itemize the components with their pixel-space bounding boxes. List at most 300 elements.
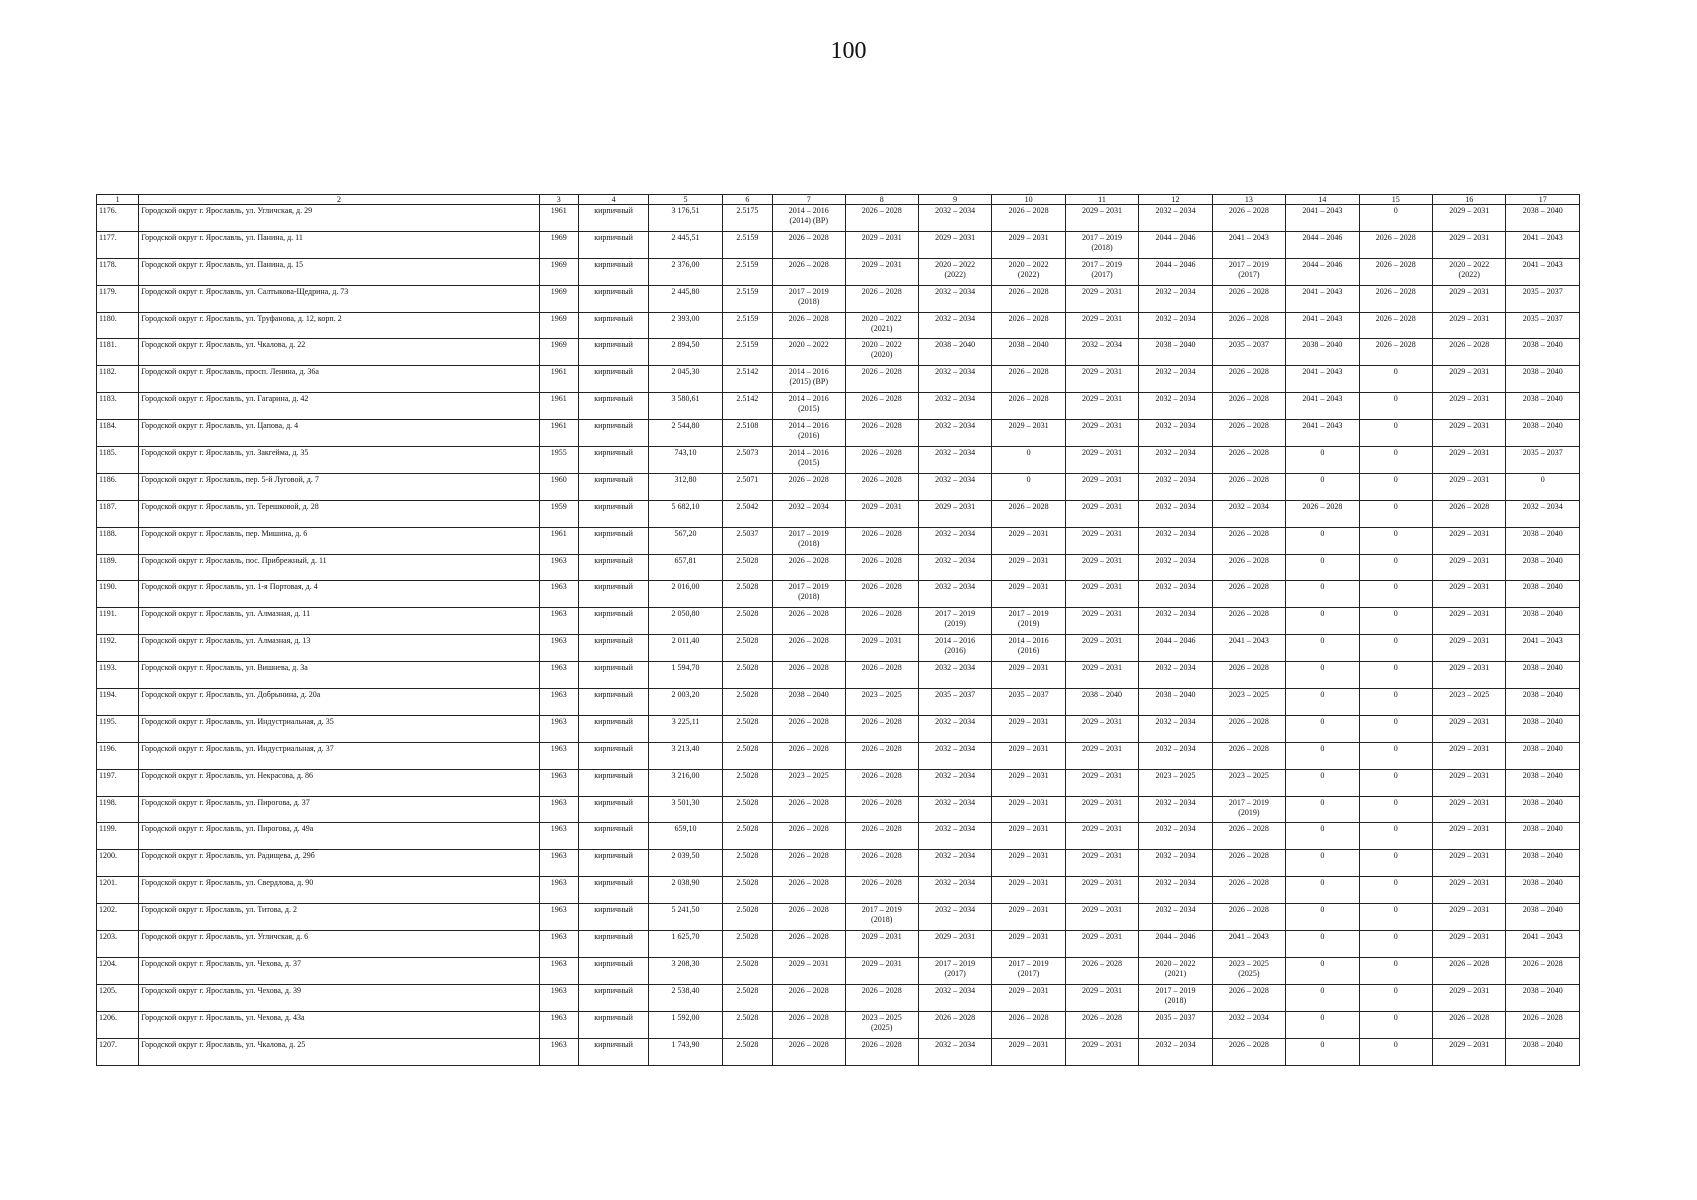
table-cell: кирпичный — [578, 662, 648, 689]
table-cell: 1963 — [539, 689, 578, 716]
address-cell: Городской округ г. Ярославль, ул. Чкалова, д. 25 — [139, 1038, 539, 1065]
table-cell: 2038 – 2040 — [1506, 339, 1580, 366]
table-row — [97, 473, 1580, 500]
table-cell: 2041 – 2043 — [1286, 420, 1359, 447]
address-cell: Городской округ г. Ярославль, ул. Угличская, д. 29 — [139, 205, 539, 232]
table-cell: 2 045,30 — [649, 366, 722, 393]
table-cell: 2023 – 2025 — [773, 769, 845, 796]
table-cell: 0 — [1286, 689, 1359, 716]
table-cell: 2026 – 2028 — [992, 366, 1065, 393]
row-number-cell: 1187. — [97, 500, 139, 527]
column-header: 14 — [1286, 195, 1359, 205]
table-cell: 0 — [1359, 527, 1432, 554]
column-header: 8 — [845, 195, 918, 205]
table-cell: 2026 – 2028 — [845, 984, 918, 1011]
table-cell: 2026 – 2028 — [773, 1038, 845, 1065]
table-cell: 2029 – 2031 — [1433, 231, 1506, 258]
table-cell: 2038 – 2040 — [1506, 420, 1580, 447]
table-cell: 2026 – 2028 — [1359, 339, 1432, 366]
table-cell: 0 — [1359, 608, 1432, 635]
table-cell: 1963 — [539, 635, 578, 662]
table-cell: 2038 – 2040 — [1506, 796, 1580, 823]
table-cell: 2 894,50 — [649, 339, 722, 366]
table-cell: 2032 – 2034 — [1212, 1011, 1285, 1038]
table-cell: 0 — [1286, 581, 1359, 608]
table-cell: 2.5028 — [722, 635, 772, 662]
table-cell: 1969 — [539, 258, 578, 285]
table-cell: 2032 – 2034 — [1139, 554, 1212, 581]
row-number-cell: 1205. — [97, 984, 139, 1011]
table-cell: 0 — [1359, 850, 1432, 877]
table-cell: 2029 – 2031 — [1065, 769, 1138, 796]
table-cell: 2041 – 2043 — [1212, 231, 1285, 258]
table-cell: 2032 – 2034 — [918, 527, 991, 554]
table-cell: 2029 – 2031 — [992, 904, 1065, 931]
table-cell: 2026 – 2028 — [773, 312, 845, 339]
table-cell: 0 — [1286, 447, 1359, 474]
table-cell: 2038 – 2040 — [1506, 1038, 1580, 1065]
table-cell: 2029 – 2031 — [1433, 984, 1506, 1011]
column-header: 2 — [139, 195, 539, 205]
table-cell: 2041 – 2043 — [1212, 635, 1285, 662]
column-header: 4 — [578, 195, 648, 205]
table-cell: 2017 – 2019 (2019) — [918, 608, 991, 635]
table-cell: кирпичный — [578, 231, 648, 258]
table-cell: 2029 – 2031 — [992, 931, 1065, 958]
table-cell: 2.5028 — [722, 850, 772, 877]
table-cell: 2023 – 2025 (2025) — [1212, 957, 1285, 984]
table-cell: 2035 – 2037 — [1506, 285, 1580, 312]
table-cell: 2032 – 2034 — [1139, 447, 1212, 474]
table-cell: 0 — [1359, 1038, 1432, 1065]
table-cell: 2029 – 2031 — [1065, 527, 1138, 554]
table-cell: 2.5159 — [722, 339, 772, 366]
table-cell: 1963 — [539, 608, 578, 635]
row-number-cell: 1192. — [97, 635, 139, 662]
table-cell: 2023 – 2025 — [1212, 689, 1285, 716]
table-cell: 2029 – 2031 — [992, 1038, 1065, 1065]
table-cell: 0 — [1286, 527, 1359, 554]
table-cell: кирпичный — [578, 715, 648, 742]
table-cell: 2014 – 2016 (2015) (ВР) — [773, 366, 845, 393]
row-number-cell: 1185. — [97, 447, 139, 474]
table-cell: кирпичный — [578, 339, 648, 366]
table-row — [97, 635, 1580, 662]
address-cell: Городской округ г. Ярославль, ул. Панина, д. 11 — [139, 231, 539, 258]
address-cell: Городской округ г. Ярославль, ул. Свердлова, д. 90 — [139, 877, 539, 904]
table-cell: кирпичный — [578, 689, 648, 716]
table-cell: 3 580,61 — [649, 393, 722, 420]
table-cell: 2020 – 2022 — [773, 339, 845, 366]
table-cell: 0 — [1286, 608, 1359, 635]
table-cell: 3 216,00 — [649, 769, 722, 796]
table-cell: 2017 – 2019 (2018) — [845, 904, 918, 931]
table-cell: 2032 – 2034 — [1139, 796, 1212, 823]
table-cell: 2.5142 — [722, 393, 772, 420]
table-cell: 2.5028 — [722, 581, 772, 608]
table-row — [97, 393, 1580, 420]
table-cell: 0 — [1286, 796, 1359, 823]
table-cell: 2017 – 2019 (2018) — [1065, 231, 1138, 258]
table-cell: 2026 – 2028 — [845, 393, 918, 420]
table-cell: 567,20 — [649, 527, 722, 554]
table-cell: 2029 – 2031 — [1433, 796, 1506, 823]
table-cell: 2026 – 2028 — [773, 231, 845, 258]
table-cell: 2026 – 2028 — [1212, 205, 1285, 232]
row-number-cell: 1178. — [97, 258, 139, 285]
table-cell: 2026 – 2028 — [1212, 554, 1285, 581]
table-cell: 2038 – 2040 — [1506, 366, 1580, 393]
table-cell: 2017 – 2019 (2017) — [918, 957, 991, 984]
table-cell: 2026 – 2028 — [773, 1011, 845, 1038]
row-number-cell: 1181. — [97, 339, 139, 366]
table-cell: 2029 – 2031 — [992, 527, 1065, 554]
table-cell: 1963 — [539, 581, 578, 608]
table-cell: 2029 – 2031 — [845, 957, 918, 984]
table-cell: 2029 – 2031 — [1433, 715, 1506, 742]
address-cell: Городской округ г. Ярославль, пер. Мишина, д. 6 — [139, 527, 539, 554]
table-cell: 2026 – 2028 — [773, 258, 845, 285]
table-cell: 2.5028 — [722, 769, 772, 796]
table-cell: 2038 – 2040 — [1506, 850, 1580, 877]
table-cell: 3 213,40 — [649, 742, 722, 769]
table-cell: 2029 – 2031 — [1065, 393, 1138, 420]
row-number-cell: 1177. — [97, 231, 139, 258]
table-cell: 2041 – 2043 — [1506, 635, 1580, 662]
column-header: 7 — [773, 195, 845, 205]
table-cell: 2026 – 2028 — [845, 715, 918, 742]
table-row — [97, 984, 1580, 1011]
column-header: 15 — [1359, 195, 1432, 205]
table-cell: 2029 – 2031 — [918, 931, 991, 958]
address-cell: Городской округ г. Ярославль, ул. Чехова, д. 43а — [139, 1011, 539, 1038]
table-cell: 2014 – 2016 (2015) — [773, 393, 845, 420]
table-cell: кирпичный — [578, 823, 648, 850]
table-cell: 2 050,80 — [649, 608, 722, 635]
table-cell: 2032 – 2034 — [918, 473, 991, 500]
table-cell: 0 — [1359, 205, 1432, 232]
table-cell: 2038 – 2040 — [1506, 689, 1580, 716]
table-cell: 2023 – 2025 — [1433, 689, 1506, 716]
table-cell: 2026 – 2028 — [845, 796, 918, 823]
table-cell: 2032 – 2034 — [1065, 339, 1138, 366]
table-cell: 2032 – 2034 — [773, 500, 845, 527]
table-cell: 2.5159 — [722, 231, 772, 258]
table-cell: 2038 – 2040 — [1139, 339, 1212, 366]
address-cell: Городской округ г. Ярославль, ул. Труфанова, д. 12, корп. 2 — [139, 312, 539, 339]
table-cell: 2029 – 2031 — [845, 258, 918, 285]
table-cell: 2038 – 2040 — [1506, 742, 1580, 769]
table-cell: 2029 – 2031 — [1065, 984, 1138, 1011]
table-cell: 2032 – 2034 — [1139, 312, 1212, 339]
table-cell: 1969 — [539, 285, 578, 312]
table-cell: 2026 – 2028 — [773, 904, 845, 931]
table-row — [97, 608, 1580, 635]
table-cell: 2026 – 2028 — [773, 931, 845, 958]
table-cell: 2026 – 2028 — [773, 635, 845, 662]
table-cell: 0 — [1359, 931, 1432, 958]
table-cell: 2041 – 2043 — [1286, 366, 1359, 393]
table-cell: 1963 — [539, 742, 578, 769]
table-cell: 2032 – 2034 — [1139, 581, 1212, 608]
table-cell: 2026 – 2028 — [845, 1038, 918, 1065]
row-number-cell: 1180. — [97, 312, 139, 339]
table-cell: 2014 – 2016 (2014) (ВР) — [773, 205, 845, 232]
table-cell: 2026 – 2028 — [1212, 366, 1285, 393]
table-cell: 2026 – 2028 — [992, 312, 1065, 339]
table-cell: 2029 – 2031 — [773, 957, 845, 984]
table-cell: 2026 – 2028 — [773, 662, 845, 689]
row-number-cell: 1204. — [97, 957, 139, 984]
table-cell: 2026 – 2028 — [1433, 339, 1506, 366]
table-cell: 2029 – 2031 — [845, 635, 918, 662]
table-cell: 2014 – 2016 (2015) — [773, 447, 845, 474]
table-cell: 0 — [1286, 1038, 1359, 1065]
table-cell: 0 — [1286, 1011, 1359, 1038]
table-cell: 2026 – 2028 — [1065, 957, 1138, 984]
table-row — [97, 312, 1580, 339]
table-row — [97, 1038, 1580, 1065]
table-cell: 5 682,10 — [649, 500, 722, 527]
table-cell: 1963 — [539, 904, 578, 931]
table-cell: 0 — [1359, 1011, 1432, 1038]
address-cell: Городской округ г. Ярославль, ул. Алмазная, д. 13 — [139, 635, 539, 662]
table-cell: 2032 – 2034 — [918, 285, 991, 312]
table-cell: 2 445,51 — [649, 231, 722, 258]
table-row — [97, 715, 1580, 742]
table-cell: 2029 – 2031 — [1065, 608, 1138, 635]
table-cell: 2029 – 2031 — [1065, 823, 1138, 850]
table-cell: кирпичный — [578, 447, 648, 474]
table-cell: 1963 — [539, 984, 578, 1011]
table-cell: 2026 – 2028 — [1212, 662, 1285, 689]
table-cell: 1 743,90 — [649, 1038, 722, 1065]
table-cell: 2029 – 2031 — [1433, 608, 1506, 635]
table-cell: 2032 – 2034 — [918, 904, 991, 931]
table-cell: 2.5175 — [722, 205, 772, 232]
address-cell: Городской округ г. Ярославль, ул. Индустриальная, д. 35 — [139, 715, 539, 742]
row-number-cell: 1183. — [97, 393, 139, 420]
table-cell: 2014 – 2016 (2016) — [918, 635, 991, 662]
table-cell: 2.5028 — [722, 984, 772, 1011]
table-cell: 2026 – 2028 — [845, 205, 918, 232]
table-cell: 1963 — [539, 715, 578, 742]
table-cell: 2017 – 2019 (2017) — [1065, 258, 1138, 285]
table-cell: 2041 – 2043 — [1286, 312, 1359, 339]
table-row — [97, 957, 1580, 984]
table-cell: 2017 – 2019 (2017) — [1212, 258, 1285, 285]
table-cell: 2029 – 2031 — [992, 796, 1065, 823]
column-header: 11 — [1065, 195, 1138, 205]
table-cell: 2044 – 2046 — [1139, 258, 1212, 285]
table-cell: 2035 – 2037 — [918, 689, 991, 716]
table-cell: 0 — [1286, 823, 1359, 850]
table-cell: 2038 – 2040 — [1506, 904, 1580, 931]
row-number-cell: 1191. — [97, 608, 139, 635]
table-cell: кирпичный — [578, 205, 648, 232]
table-cell: 2029 – 2031 — [1065, 473, 1138, 500]
table-cell: 1 625,70 — [649, 931, 722, 958]
table-cell: кирпичный — [578, 258, 648, 285]
table-cell: 2017 – 2019 (2019) — [1212, 796, 1285, 823]
address-cell: Городской округ г. Ярославль, ул. Пирогова, д. 37 — [139, 796, 539, 823]
table-cell: 2032 – 2034 — [1139, 715, 1212, 742]
address-cell: Городской округ г. Ярославль, ул. Алмазная, д. 11 — [139, 608, 539, 635]
table-cell: 2026 – 2028 — [1212, 877, 1285, 904]
table-cell: кирпичный — [578, 285, 648, 312]
row-number-cell: 1194. — [97, 689, 139, 716]
table-cell: 1961 — [539, 527, 578, 554]
table-cell: 2029 – 2031 — [992, 769, 1065, 796]
table-cell: 0 — [1359, 662, 1432, 689]
table-cell: 2032 – 2034 — [918, 796, 991, 823]
table-cell: 2032 – 2034 — [1139, 500, 1212, 527]
table-cell: 2029 – 2031 — [1433, 877, 1506, 904]
table-cell: кирпичный — [578, 635, 648, 662]
table-cell: 2032 – 2034 — [918, 769, 991, 796]
table-cell: 2029 – 2031 — [1065, 635, 1138, 662]
table-row — [97, 285, 1580, 312]
table-cell: 2029 – 2031 — [1433, 205, 1506, 232]
table-cell: 2035 – 2037 — [1139, 1011, 1212, 1038]
table-cell: 2017 – 2019 (2018) — [773, 285, 845, 312]
table-cell: 2026 – 2028 — [1359, 258, 1432, 285]
table-cell: 2029 – 2031 — [918, 500, 991, 527]
column-header: 16 — [1433, 195, 1506, 205]
table-cell: 0 — [1359, 473, 1432, 500]
table-cell: 2029 – 2031 — [1065, 420, 1138, 447]
column-header: 9 — [918, 195, 991, 205]
table-cell: 2032 – 2034 — [918, 447, 991, 474]
address-cell: Городской округ г. Ярославль, ул. Цапова, д. 4 — [139, 420, 539, 447]
table-cell: 2029 – 2031 — [845, 231, 918, 258]
address-cell: Городской округ г. Ярославль, ул. Вишнева, д. 3а — [139, 662, 539, 689]
table-cell: 2029 – 2031 — [992, 581, 1065, 608]
table-cell: 2029 – 2031 — [1065, 205, 1138, 232]
table-cell: 0 — [1286, 904, 1359, 931]
table-cell: 2 376,00 — [649, 258, 722, 285]
table-cell: 2.5028 — [722, 689, 772, 716]
table-cell: 2026 – 2028 — [992, 285, 1065, 312]
column-header: 12 — [1139, 195, 1212, 205]
table-cell: 2032 – 2034 — [1139, 850, 1212, 877]
table-cell: 2026 – 2028 — [1212, 420, 1285, 447]
table-cell: 2029 – 2031 — [1433, 447, 1506, 474]
table-cell: 2.5028 — [722, 957, 772, 984]
table-cell: 2029 – 2031 — [1065, 742, 1138, 769]
table-cell: 2.5028 — [722, 796, 772, 823]
table-cell: 2029 – 2031 — [1065, 850, 1138, 877]
table-cell: 2026 – 2028 — [845, 447, 918, 474]
table-cell: 2026 – 2028 — [1359, 285, 1432, 312]
table-cell: 2029 – 2031 — [1065, 662, 1138, 689]
table-cell: 2017 – 2019 (2019) — [992, 608, 1065, 635]
table-cell: 2029 – 2031 — [992, 715, 1065, 742]
table-cell: 2029 – 2031 — [992, 662, 1065, 689]
table-cell: 743,10 — [649, 447, 722, 474]
table-cell: 2026 – 2028 — [773, 473, 845, 500]
table-cell: 2038 – 2040 — [1506, 581, 1580, 608]
table-cell: 2038 – 2040 — [1506, 662, 1580, 689]
table-cell: 2026 – 2028 — [992, 393, 1065, 420]
table-cell: 2029 – 2031 — [992, 877, 1065, 904]
table-cell: 3 501,30 — [649, 796, 722, 823]
row-number-cell: 1188. — [97, 527, 139, 554]
table-cell: 3 176,51 — [649, 205, 722, 232]
table-cell: кирпичный — [578, 554, 648, 581]
table-cell: кирпичный — [578, 850, 648, 877]
table-cell: 2032 – 2034 — [1139, 420, 1212, 447]
table-cell: кирпичный — [578, 984, 648, 1011]
table-cell: 0 — [1359, 554, 1432, 581]
table-cell: 2014 – 2016 (2016) — [773, 420, 845, 447]
table-row — [97, 554, 1580, 581]
table-cell: 2029 – 2031 — [1065, 796, 1138, 823]
table-cell: 2 016,00 — [649, 581, 722, 608]
table-cell: 2017 – 2019 (2018) — [1139, 984, 1212, 1011]
table-cell: 0 — [1506, 473, 1580, 500]
table-cell: 2023 – 2025 — [1212, 769, 1285, 796]
table-cell: 1963 — [539, 796, 578, 823]
table-cell: 0 — [992, 447, 1065, 474]
table-row — [97, 447, 1580, 474]
table-cell: 1 594,70 — [649, 662, 722, 689]
table-row — [97, 769, 1580, 796]
header-row — [97, 195, 1580, 205]
table-cell: 2035 – 2037 — [992, 689, 1065, 716]
address-cell: Городской округ г. Ярославль, ул. Терешковой, д. 28 — [139, 500, 539, 527]
table-row — [97, 877, 1580, 904]
table-cell: 2029 – 2031 — [1433, 931, 1506, 958]
table-cell: 0 — [1286, 957, 1359, 984]
table-cell: 2026 – 2028 — [845, 823, 918, 850]
table-cell: 2026 – 2028 — [845, 473, 918, 500]
table-cell: 0 — [1359, 742, 1432, 769]
address-cell: Городской округ г. Ярославль, ул. Чкалова, д. 22 — [139, 339, 539, 366]
table-cell: 2026 – 2028 — [1212, 312, 1285, 339]
table-cell: 2029 – 2031 — [992, 823, 1065, 850]
table-cell: 2041 – 2043 — [1212, 931, 1285, 958]
row-number-cell: 1198. — [97, 796, 139, 823]
row-number-cell: 1199. — [97, 823, 139, 850]
table-row — [97, 904, 1580, 931]
table-cell: 0 — [1359, 715, 1432, 742]
table-cell: 2026 – 2028 — [773, 742, 845, 769]
table-cell: 0 — [1359, 420, 1432, 447]
table-cell: 2 039,50 — [649, 850, 722, 877]
table-cell: 0 — [1286, 715, 1359, 742]
table-cell: 2041 – 2043 — [1286, 285, 1359, 312]
table-cell: 2044 – 2046 — [1139, 635, 1212, 662]
table-cell: 2026 – 2028 — [773, 823, 845, 850]
table-cell: 0 — [1359, 635, 1432, 662]
table-cell: 0 — [1286, 635, 1359, 662]
table-row — [97, 231, 1580, 258]
address-cell: Городской округ г. Ярославль, ул. Гагарина, д. 42 — [139, 393, 539, 420]
address-cell: Городской округ г. Ярославль, просп. Ленина, д. 36а — [139, 366, 539, 393]
table-cell: 2026 – 2028 — [1433, 957, 1506, 984]
table-cell: 2029 – 2031 — [992, 420, 1065, 447]
table-cell: 2038 – 2040 — [1506, 877, 1580, 904]
table-cell: 0 — [1359, 689, 1432, 716]
table-cell: 2029 – 2031 — [1433, 742, 1506, 769]
row-number-cell: 1195. — [97, 715, 139, 742]
column-header: 3 — [539, 195, 578, 205]
table-cell: 2041 – 2043 — [1506, 231, 1580, 258]
table-cell: 2032 – 2034 — [1139, 527, 1212, 554]
table-cell: кирпичный — [578, 581, 648, 608]
table-cell: 2026 – 2028 — [1506, 957, 1580, 984]
